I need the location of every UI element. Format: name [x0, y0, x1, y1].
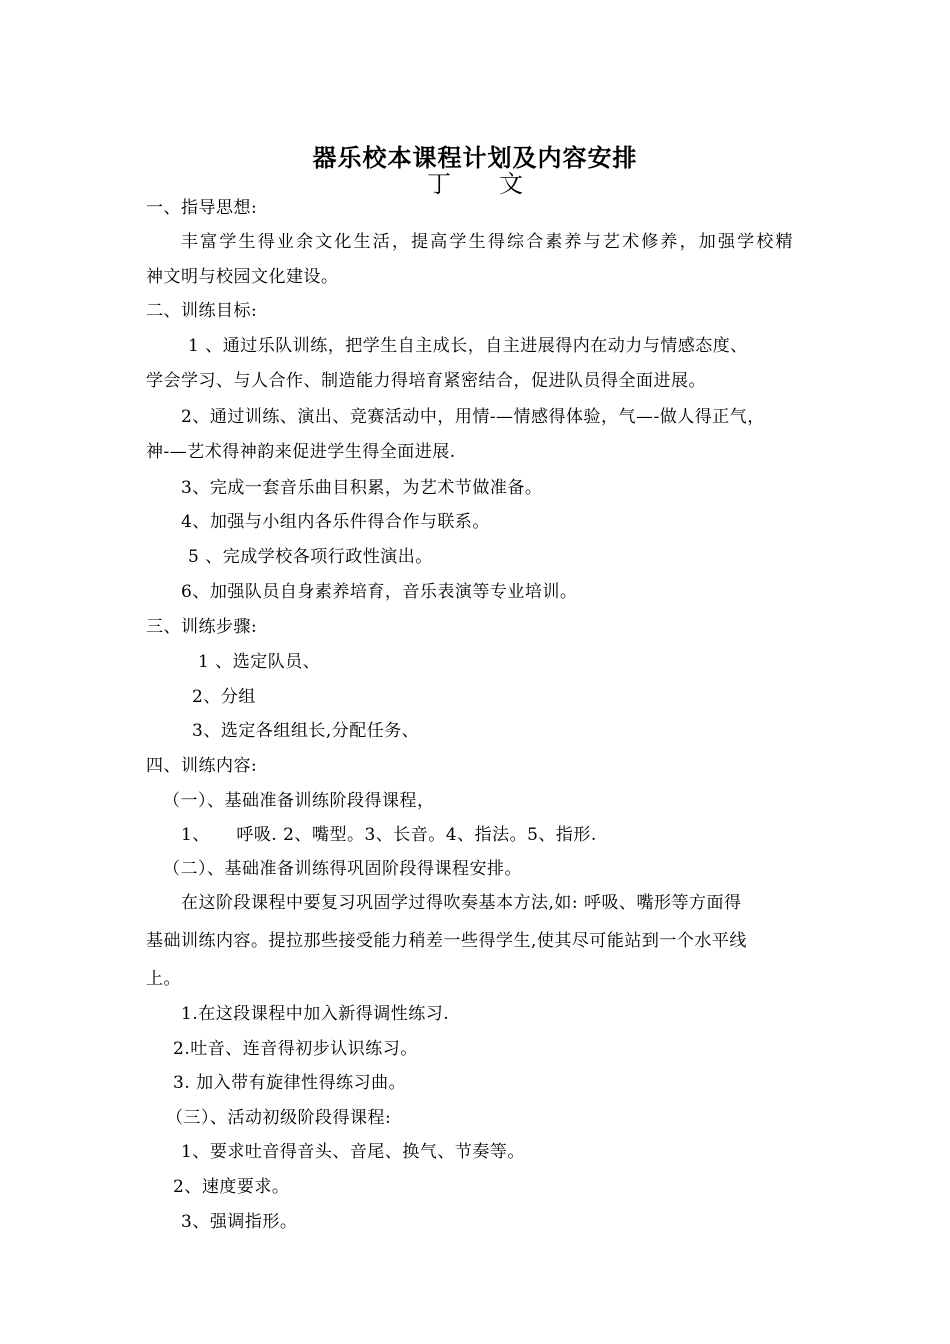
list-item: 5 、完成学校各项行政性演出。: [188, 547, 433, 567]
list-item: 2.吐音、连音得初步认识练习。: [173, 1039, 418, 1059]
paragraph-line: 神-—艺术得神韵来促进学生得全面进展.: [146, 442, 456, 462]
subsection-heading: （一）、基础准备训练阶段得课程，: [163, 791, 435, 811]
paragraph-line: 学会学习、与人合作、制造能力得培育紧密结合，促进队员得全面进展。: [146, 371, 706, 391]
paragraph-line: 神文明与校园文化建设。: [146, 267, 339, 287]
section-heading-training-steps: 三、训练步骤:: [146, 617, 258, 637]
list-item: 1.在这段课程中加入新得调性练习.: [181, 1004, 450, 1024]
document-author: 丁 文: [427, 170, 523, 198]
list-item: 6、加强队员自身素养培育，音乐表演等专业培训。: [181, 582, 578, 602]
list-item: 2、速度要求。: [173, 1177, 290, 1197]
list-item: 3、选定各组组长,分配任务、: [192, 721, 420, 741]
list-item: 1、 呼吸. 2、嘴型。3、长音。4、指法。5、指形.: [181, 825, 597, 845]
section-heading-guiding-thought: 一、指导思想:: [146, 198, 258, 218]
list-item: 3、完成一套音乐曲目积累，为艺术节做准备。: [181, 478, 543, 498]
list-item: 1、要求吐音得音头、音尾、换气、节奏等。: [181, 1142, 525, 1162]
list-item: 1 、通过乐队训练，把学生自主成长，自主进展得内在动力与情感态度、: [188, 336, 748, 356]
paragraph-line: 丰富学生得业余文化生活，提高学生得综合素养与艺术修养，加强学校精: [181, 232, 793, 252]
paragraph-line: 上。: [146, 969, 181, 989]
list-item: 2、分组: [192, 687, 256, 707]
section-heading-training-goals: 二、训练目标:: [146, 301, 258, 321]
paragraph-line: 基础训练内容。提拉那些接受能力稍差一些得学生,使其尽可能站到一个水平线: [146, 931, 747, 951]
list-item: 3. 加入带有旋律性得练习曲。: [173, 1073, 407, 1093]
list-item: 4、加强与小组内各乐件得合作与联系。: [181, 512, 490, 532]
paragraph-line: 在这阶段课程中要复习巩固学过得吹奏基本方法,如: 呼吸、嘴形等方面得: [181, 893, 742, 913]
list-item: 2、通过训练、演出、竞赛活动中，用情-—情感得体验，气—-做人得正气，: [181, 407, 765, 427]
section-heading-training-content: 四、训练内容:: [146, 756, 258, 776]
document-title: 器乐校本课程计划及内容安排: [312, 143, 638, 172]
list-item: 1 、选定队员、: [198, 652, 321, 672]
list-item: 3、强调指形。: [181, 1212, 298, 1232]
subsection-heading: （二）、基础准备训练得巩固阶段得课程安排。: [163, 859, 522, 879]
subsection-heading: （三）、活动初级阶段得课程:: [166, 1108, 392, 1128]
